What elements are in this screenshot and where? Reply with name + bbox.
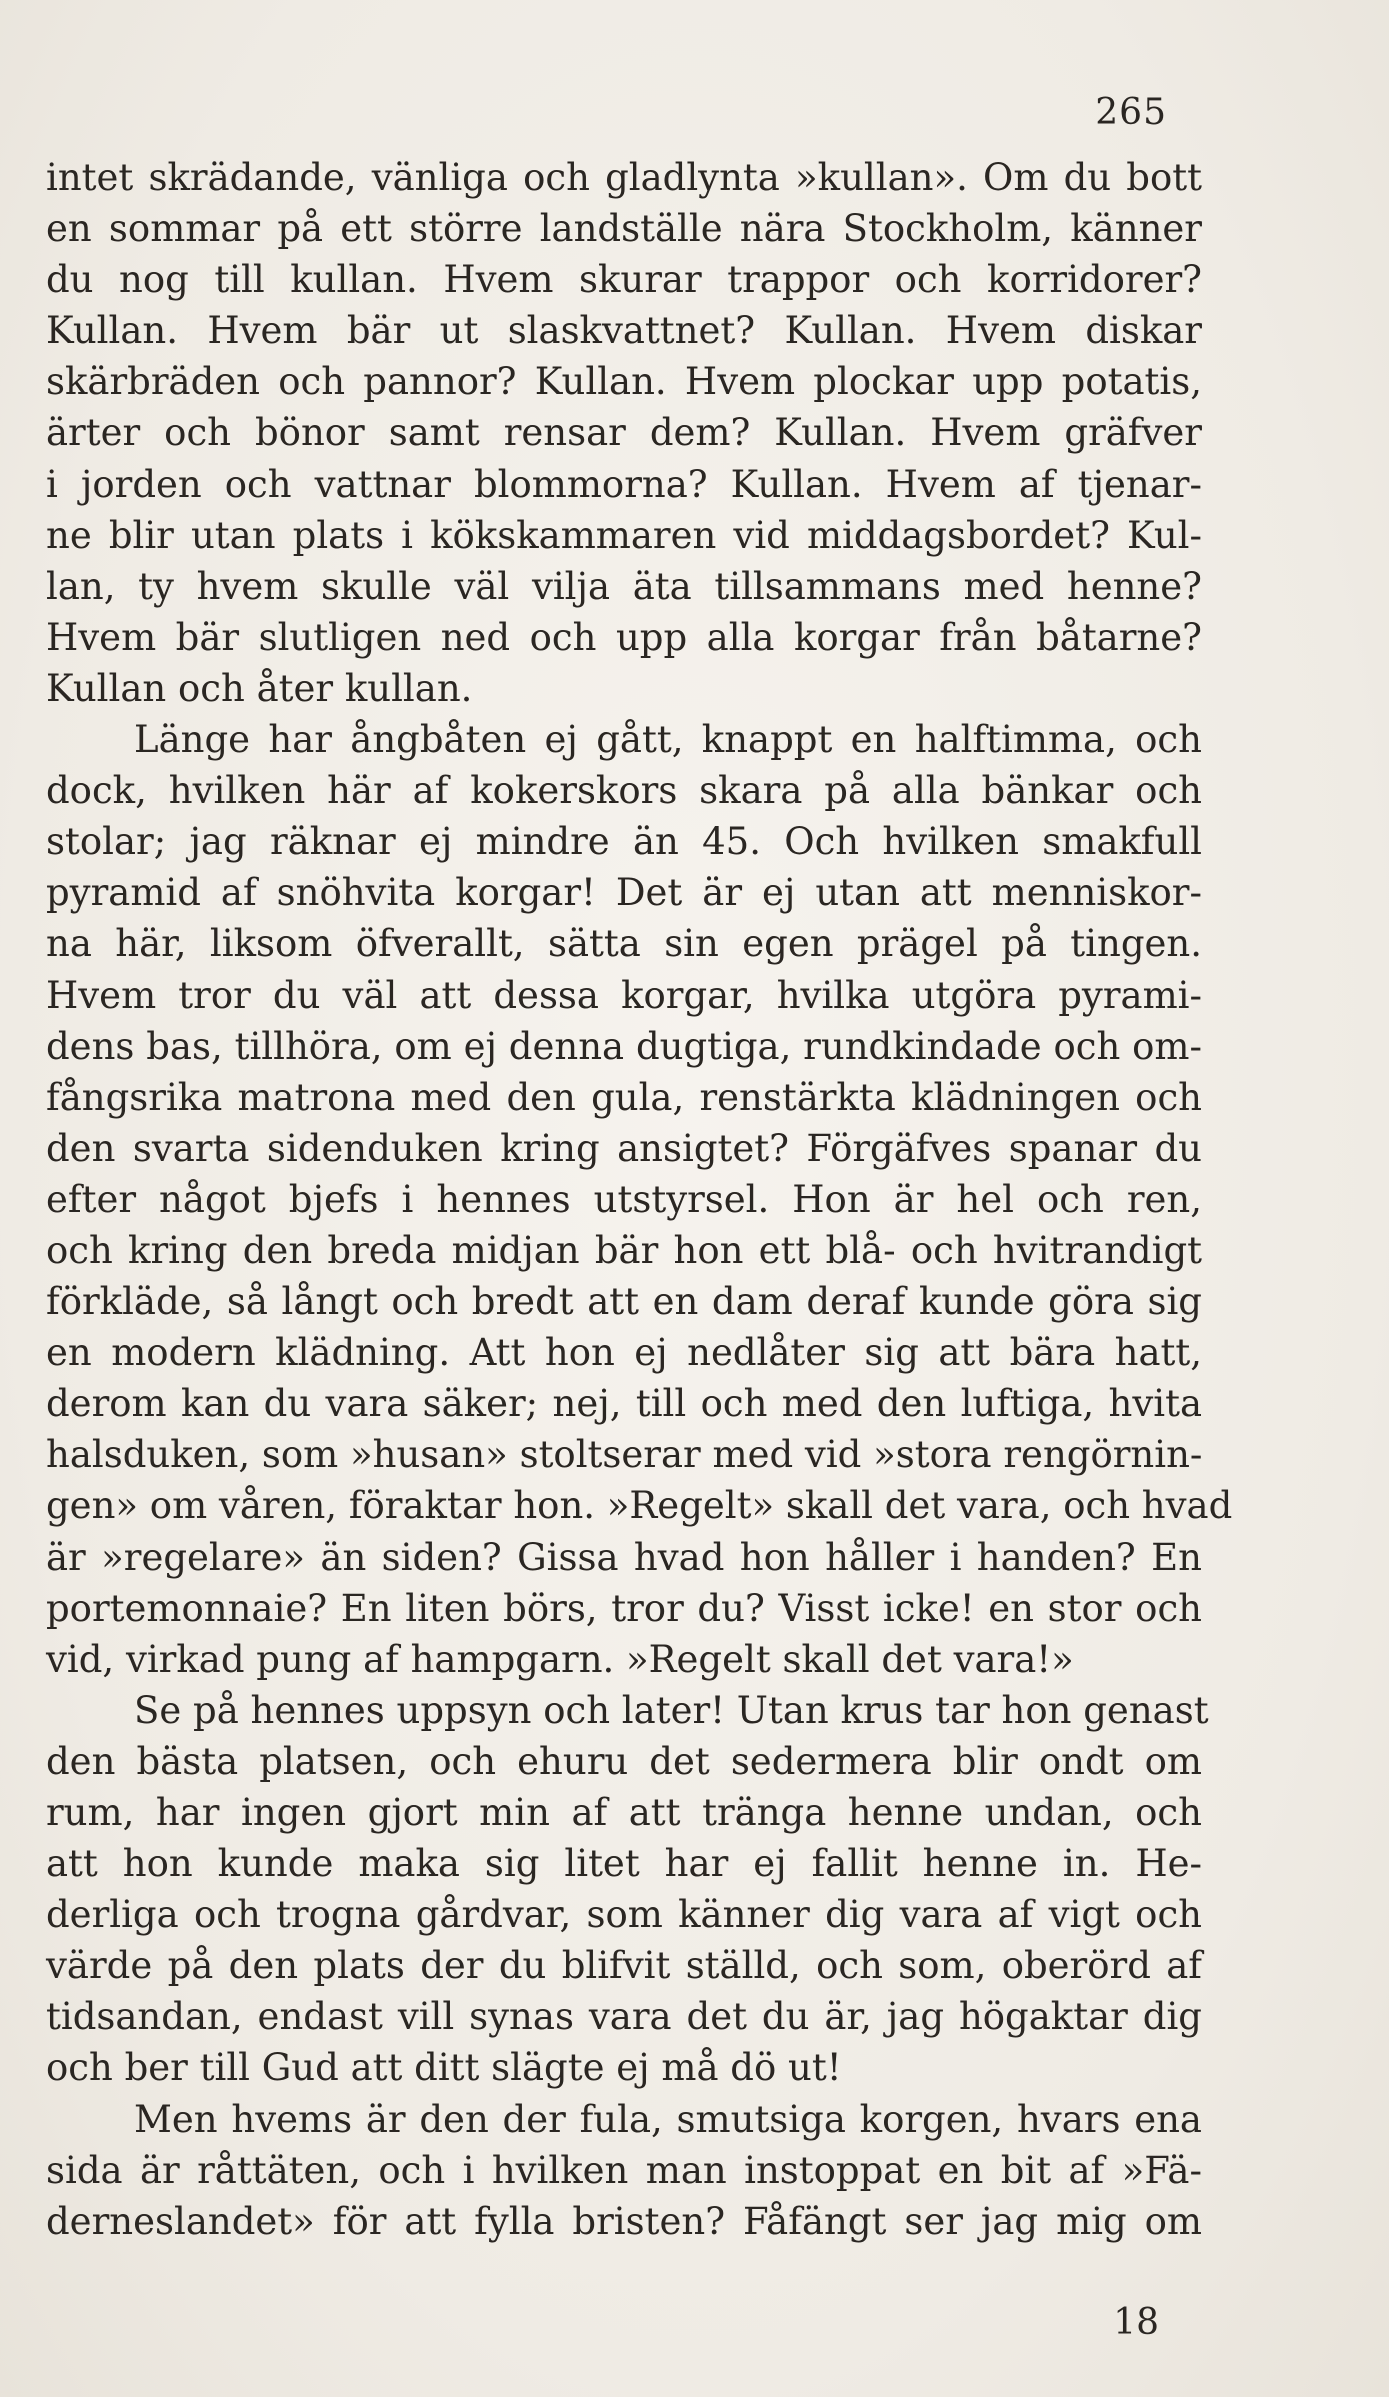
text-line: rum, har ingen gjort min af att tränga henne undan, och	[46, 1791, 1202, 1834]
text-line: den bästa platsen, och ehuru det sedermera blir ondt om	[46, 1739, 1202, 1783]
text-line: intet skrädande, vänliga och gladlynta »kullan». Om du bott	[46, 156, 1202, 199]
text-line: ne blir utan plats i kökskammaren vid middagsbordet? Kul-	[46, 513, 1202, 557]
text-line: är »regelare» än siden? Gissa hvad hon håller i handen? En	[46, 1535, 1202, 1579]
text-line: Länge har ångbåten ej gått, knappt en halftimma, och	[134, 718, 1202, 762]
text-line: derneslandet» för att fylla bristen? Fåfängt ser jag mig om	[46, 2199, 1202, 2243]
text-line: dock, hvilken här af kokerskors skara på alla bänkar och	[46, 769, 1202, 813]
text-line: ärter och bönor samt rensar dem? Kullan. Hvem gräfver	[46, 411, 1202, 455]
text-line: och kring den breda midjan bär hon ett blå- och hvitrandigt	[46, 1228, 1202, 1272]
text-line: lan, ty hvem skulle väl vilja äta tillsammans med henne?	[46, 564, 1202, 608]
text-line: den svarta sidenduken kring ansigtet? Förgäfves spanar du	[46, 1126, 1202, 1170]
text-line: värde på den plats der du blifvit ställd, och som, oberörd af	[46, 1944, 1202, 1988]
text-line: efter något bjefs i hennes utstyrsel. Hon är hel och ren,	[46, 1177, 1202, 1221]
text-line: Hvem bär slutligen ned och upp alla korgar från båtarne?	[46, 615, 1202, 659]
signature-mark: 18	[1113, 2302, 1159, 2343]
text-line: dens bas, tillhöra, om ej denna dugtiga, rundkindade och om-	[46, 1024, 1202, 1068]
text-line: vid, virkad pung af hampgarn. »Regelt skall det vara!»	[46, 1637, 1074, 1681]
text-line: i jorden och vattnar blommorna? Kullan. Hvem af tjenar-	[46, 462, 1202, 506]
text-line: Kullan och åter kullan.	[46, 666, 473, 710]
text-line: Men hvems är den der fula, smutsiga korgen, hvars ena	[134, 2097, 1202, 2141]
text-line: du nog till kullan. Hvem skurar trappor och korridorer?	[46, 258, 1202, 302]
text-line: na här, liksom öfverallt, sätta sin egen prägel på tingen.	[46, 922, 1202, 966]
text-line: förkläde, så långt och bredt att en dam deraf kunde göra sig	[46, 1280, 1202, 1324]
text-line: gen» om våren, föraktar hon. »Regelt» skall det vara, och hvad	[46, 1484, 1233, 1528]
body-text	[46, 152, 1233, 2247]
text-line: och ber till Gud att ditt slägte ej må dö ut!	[46, 2046, 842, 2090]
text-line: portemonnaie? En liten börs, tror du? Visst icke! en stor och	[46, 1586, 1202, 1630]
text-line: en modern klädning. Att hon ej nedlåter sig att bära hatt,	[46, 1331, 1202, 1375]
text-line: fångsrika matrona med den gula, renstärkta klädningen och	[46, 1075, 1202, 1119]
text-line: stolar; jag räknar ej mindre än 45. Och hvilken smakfull	[46, 820, 1202, 864]
text-line: Se på hennes uppsyn och later! Utan krus tar hon genast	[134, 1688, 1209, 1732]
text-line: tidsandan, endast vill synas vara det du är, jag högaktar dig	[46, 1995, 1202, 2039]
text-line: pyramid af snöhvita korgar! Det är ej utan att menniskor-	[46, 871, 1202, 915]
text-line: Hvem tror du väl att dessa korgar, hvilka utgöra pyrami-	[46, 973, 1202, 1017]
text-line: skärbräden och pannor? Kullan. Hvem plockar upp potatis,	[46, 360, 1202, 404]
text-line: en sommar på ett större landställe nära Stockholm, känner	[46, 207, 1202, 251]
text-line: Kullan. Hvem bär ut slaskvattnet? Kullan. Hvem diskar	[46, 309, 1202, 353]
page-number: 265	[1095, 92, 1167, 133]
text-line: att hon kunde maka sig litet har ej fallit henne in. He-	[46, 1842, 1202, 1886]
text-line: halsduken, som »husan» stoltserar med vid »stora rengörnin-	[46, 1433, 1203, 1477]
text-line: sida är råttäten, och i hvilken man instoppat en bit af »Fä-	[46, 2148, 1202, 2192]
text-line: derom kan du vara säker; nej, till och med den luftiga, hvita	[46, 1382, 1202, 1426]
text-line: derliga och trogna gårdvar, som känner dig vara af vigt och	[46, 1893, 1202, 1937]
